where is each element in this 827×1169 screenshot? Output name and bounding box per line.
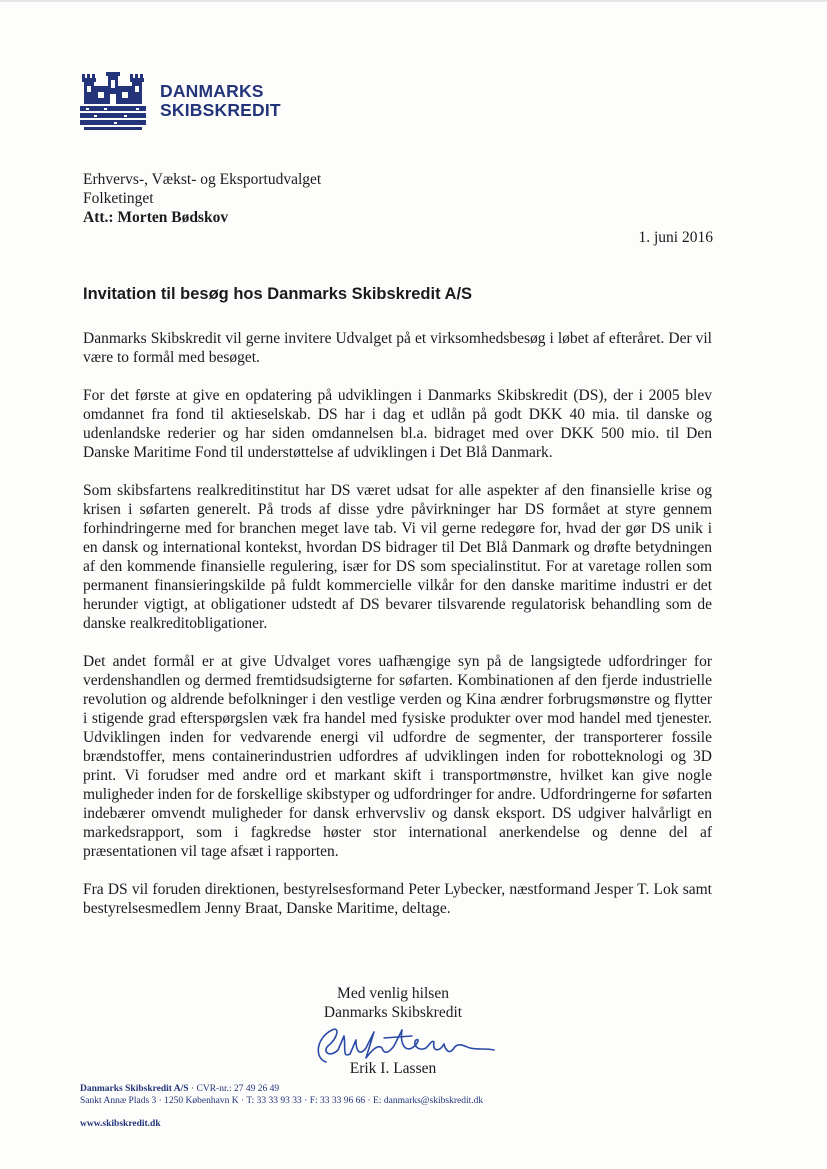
recipient-address <box>83 170 321 227</box>
footer-company-line <box>80 1083 483 1095</box>
footer-address: Sankt Annæ Plads 3 · 1250 København K · T: 33 33 93 33 · F: 33 33 96 66 · E: danmarks@skibskredit.dk <box>80 1096 484 1106</box>
paragraph-5: Fra DS vil foruden direktionen, bestyrelsesformand Peter Lybecker, næstformand Jesper T. Lok samt bestyrelsesmedlem Jenny Braat, Danske Maritime, deltage. <box>83 881 712 917</box>
paragraph-1: Danmarks Skibskredit vil gerne invitere Udvalget på et virksomhedsbesøg i løbet af efteråret. Der vil være to formål med besøget. <box>83 330 712 366</box>
paragraph-3: Som skibsfartens realkreditinstitut har DS været udsat for alle aspekter af den finansielle krise og krisen i søfarten generelt. På trods af disse ydre påvirkninger har DS formået at styre gennem forhindringerne med for branchen meget lave tab. Vi vil gerne redegøre for, hvad der gør DS unik i en dansk og international kontekst, hvordan DS bidrager til Det Blå Danmark og drøfte betydningen af den kommende finansielle regulering, især for DS som specialinstitut. For at varetage rollen som permanent finansieringskilde på fuldt kommercielle vilkår for den danske maritime industri er det herunder vigtigt, at obligationer udstedt af DS bevarer tilsvarende regulatorisk behandling som de danske realkreditobligationer. <box>83 482 712 632</box>
recipient-committee: Erhvervs-, Vækst- og Eksportudvalget <box>83 171 322 188</box>
signer-name: Erik I. Lassen <box>349 1060 437 1077</box>
wordmark-line-1: DANMARKS <box>160 81 264 101</box>
letter-date: 1. juni 2016 <box>638 229 713 246</box>
footer-company: Danmarks Skibskredit A/S <box>80 1084 189 1094</box>
footer <box>80 1083 483 1107</box>
wordmark-line-2: SKIBSKREDIT <box>160 100 281 120</box>
closing-block <box>318 984 468 1022</box>
page-top-edge <box>0 0 827 2</box>
closing-company: Danmarks Skibskredit <box>323 1004 463 1021</box>
castle-icon <box>80 72 146 130</box>
recipient-parliament: Folketinget <box>83 190 154 207</box>
recipient-att: Att.: Morten Bødskov <box>83 209 229 226</box>
letter-subject: Invitation til besøg hos Danmarks Skibskredit A/S <box>83 285 473 303</box>
letterhead-logo <box>80 72 320 132</box>
letter-body <box>83 329 712 937</box>
company-wordmark <box>160 82 281 120</box>
footer-website-link[interactable]: www.skibskredit.dk <box>80 1119 161 1129</box>
paragraph-2: For det første at give en opdatering på udviklingen i Danmarks Skibskredit (DS), der i 2005 blev omdannet fra fond til aktieselskab. DS har i dag et udlån på godt DKK 40 mia. til danske og udenlandske rederier og har siden omdannelsen bl.a. bidraget med over DKK 500 mio. til Den Danske Maritime Fond til understøttelse af udviklingen i Det Blå Danmark. <box>83 387 712 461</box>
paragraph-4: Det andet formål er at give Udvalget vores uafhængige syn på de langsigtede udfordringer for verdenshandlen og dermed fremtidsudsigterne for søfarten. Kombinationen af den fjerde industrielle revolution og aldrende befolkninger i den vestlige verden og Kina ændrer forbrugsmønstre og flytter i stigende grad efterspørgslen væk fra handel med fysiske produkter over mod handel med tjenester. Udviklingen inden for vedvarende energi vil udfordre de segmenter, der transporterer fossile brændstoffer, mens containerindustrien udfordres af udviklingen inden for robotteknologi og 3D print. Vi forudser med andre ord et markant skift i transportmønstre, hvilket kan give nogle muligheder inden for de forskellige skibstyper og udfordringer for andre. Udfordringerne for søfarten indebærer omvendt muligheder for dansk erhvervsliv og dansk eksport. DS udgiver halvårligt en markedsrapport, som i fagkredse høster stor international anerkendelse og denne del af præsentationen vil tage afsæt i rapporten. <box>83 653 712 860</box>
footer-cvr: · CVR-nr.: 27 49 26 49 <box>188 1084 280 1094</box>
closing-greeting: Med venlig hilsen <box>337 985 449 1002</box>
